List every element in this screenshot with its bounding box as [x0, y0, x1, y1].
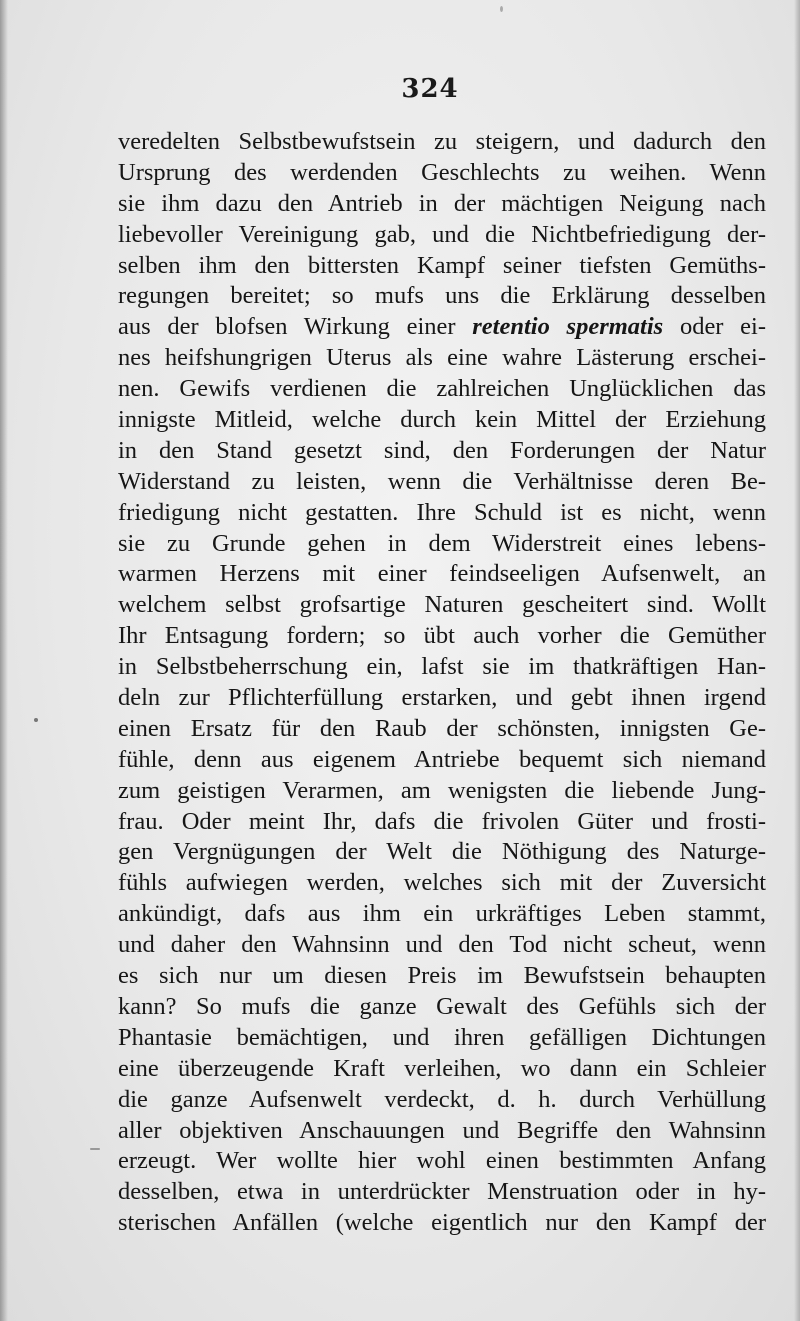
text-line: Widerstand zu leisten, wenn die Verhältnisse deren Be- — [118, 467, 766, 495]
paper-speck — [500, 6, 503, 12]
text-line: liebevoller Vereinigung gab, und die Nichtbefriedigung der- — [118, 220, 766, 248]
text-line: ankündigt, dafs aus ihm ein urkräftiges Leben stammt, — [118, 900, 766, 928]
text-line: innigste Mitleid, welche durch kein Mittel der Erziehung — [118, 406, 766, 434]
text-line: nen. Gewifs verdienen die zahlreichen Unglücklichen das — [118, 375, 766, 403]
text-line: desselben, etwa in unterdrückter Menstruation oder in hy- — [118, 1178, 766, 1206]
text-line: und daher den Wahnsinn und den Tod nicht scheut, wenn — [118, 931, 766, 959]
text-line: warmen Herzens mit einer feindseeligen Aufsenwelt, an — [118, 560, 766, 588]
body-text — [118, 127, 766, 1239]
text-line: es sich nur um diesen Preis im Bewufstsein behaupten — [118, 962, 766, 990]
text-segment: aus der blofsen Wirkung einer — [118, 313, 456, 341]
text-line: regungen bereitet; so mufs uns die Erklärung desselben — [118, 282, 766, 310]
text-line: gen Vergnügungen der Welt die Nöthigung des Naturge- — [118, 838, 766, 866]
text-line: Ihr Entsagung fordern; so übt auch vorher die Gemüther — [118, 622, 766, 650]
text-line: sterischen Anfällen (welche eigentlich nur den Kampf der — [118, 1209, 766, 1237]
text-line: sie zu Grunde gehen in dem Widerstreit eines lebens- — [118, 529, 766, 557]
text-line: kann? So mufs die ganze Gewalt des Gefühls sich der — [118, 992, 766, 1020]
text-segment: oder ei- — [679, 313, 767, 341]
italic-term: retentio spermatis — [472, 313, 664, 341]
text-line: welchem selbst grofsartige Naturen gescheitert sind. Wollt — [118, 591, 766, 619]
text-line: sie ihm dazu den Antrieb in der mächtigen Neigung nach — [118, 189, 766, 217]
text-line: Ursprung des werdenden Geschlechts zu weihen. Wenn — [118, 158, 766, 186]
text-line: Phantasie bemächtigen, und ihren gefälligen Dichtungen — [118, 1023, 766, 1051]
page-number: 324 — [401, 74, 459, 104]
text-line: in Selbstbeherrschung ein, lafst sie im thatkräftigen Han- — [118, 653, 766, 681]
text-line: veredelten Selbstbewufstsein zu steigern, und dadurch den — [118, 128, 766, 155]
text-line: erzeugt. Wer wollte hier wohl einen bestimmten Anfang — [118, 1147, 766, 1175]
paper-speck — [34, 718, 38, 722]
text-line: zum geistigen Verarmen, am wenigsten die liebende Jung- — [118, 776, 766, 804]
text-line: fühls aufwiegen werden, welches sich mit der Zuversicht — [118, 869, 766, 897]
right-edge-shadow — [794, 0, 800, 1321]
text-line: in den Stand gesetzt sind, den Forderungen der Natur — [118, 436, 766, 464]
text-line: selben ihm den bittersten Kampf seiner tiefsten Gemüths- — [118, 251, 766, 279]
text-line: deln zur Pflichterfüllung erstarken, und gebt ihnen irgend — [118, 684, 766, 712]
text-line: frau. Oder meint Ihr, dafs die frivolen Güter und frosti- — [118, 807, 766, 835]
text-line: nes heifshungrigen Uterus als eine wahre Lästerung erschei- — [118, 344, 766, 372]
text-line: aller objektiven Anschauungen und Begriffe den Wahnsinn — [118, 1116, 766, 1144]
text-line: friedigung nicht gestatten. Ihre Schuld ist es nicht, wenn — [118, 498, 766, 526]
text-line: fühle, denn aus eigenem Antriebe bequemt sich niemand — [118, 745, 766, 773]
text-line: eine überzeugende Kraft verleihen, wo dann ein Schleier — [118, 1054, 766, 1082]
left-edge-shadow — [0, 0, 8, 1321]
text-line-with-italic — [118, 312, 766, 343]
text-line: einen Ersatz für den Raub der schönsten, innigsten Ge- — [118, 714, 766, 742]
paper-mark — [90, 1148, 100, 1150]
text-line: die ganze Aufsenwelt verdeckt, d. h. durch Verhüllung — [118, 1085, 766, 1113]
